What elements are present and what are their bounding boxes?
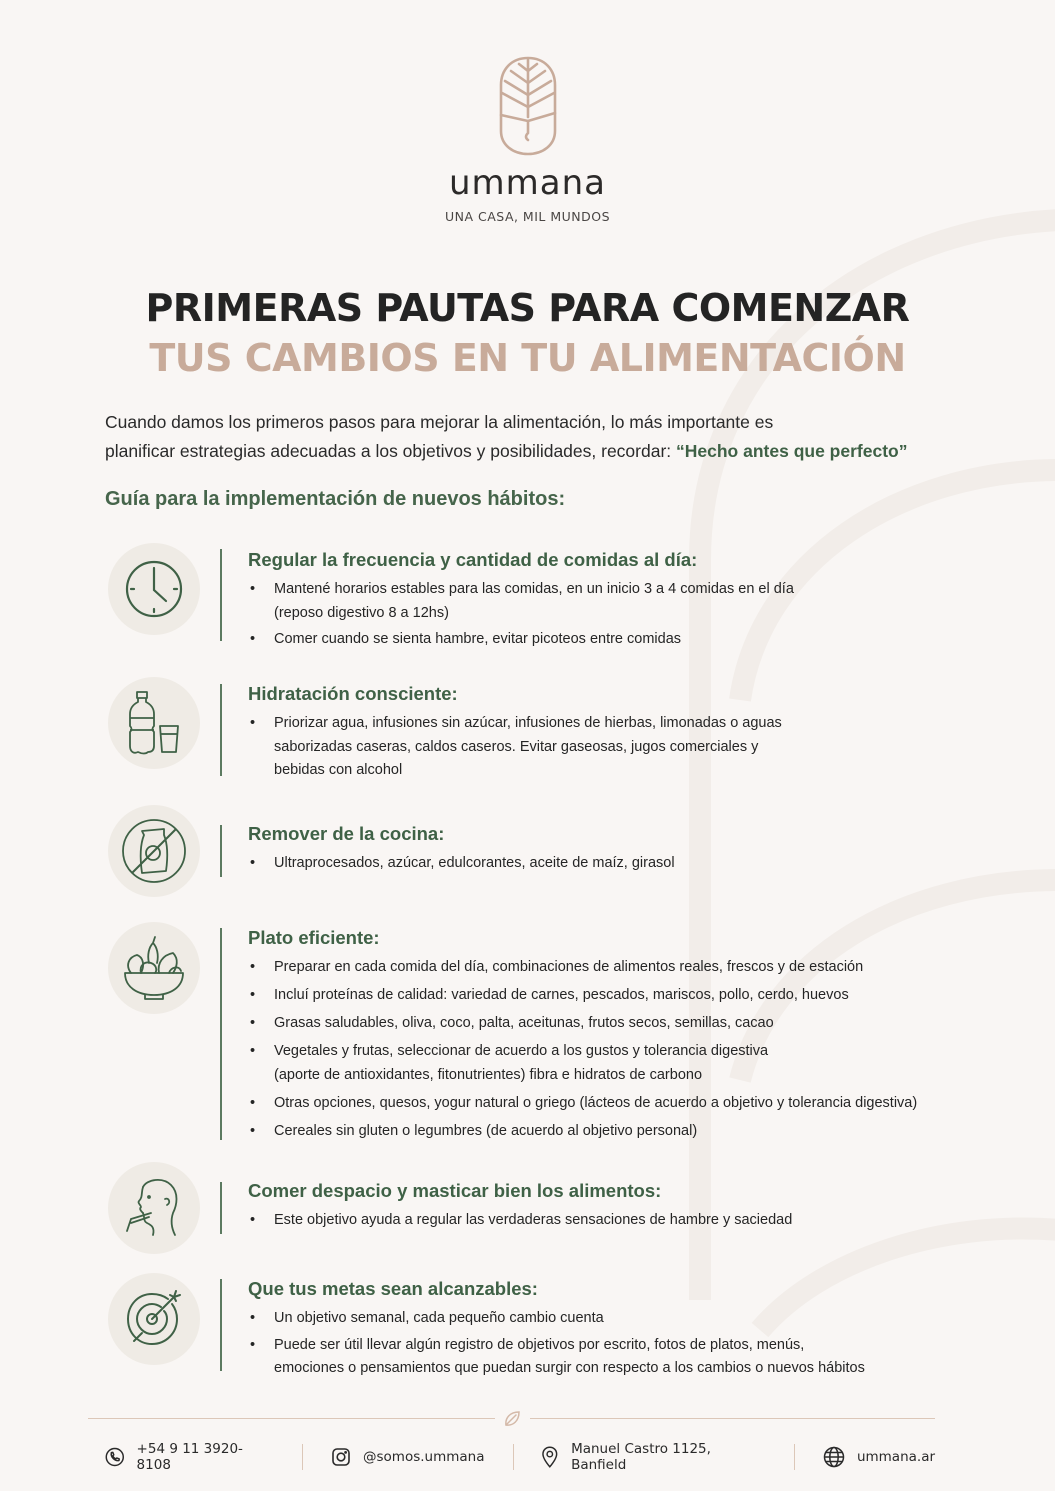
item-text: Preparar en cada comida del día, combinaciones de alimentos reales, frescos y de estación [274,959,864,975]
divider-line [220,549,222,641]
section-title: Hidratación consciente: [248,683,458,704]
list-item [248,1307,968,1331]
item-text: (reposo digestivo 8 a 12hs) [274,604,449,621]
section-title: Plato eficiente: [248,927,380,948]
item-text: Incluí proteínas de calidad: variedad de carnes, pescados, mariscos, pollo, cerdo, huevos [274,987,849,1003]
section-content [248,1179,968,1236]
item-text: Ultraprocesados, azúcar, edulcorantes, aceite de maíz, girasol [274,855,675,871]
guide-heading: Guía para la implementación de nuevos hábitos: [105,488,566,510]
footer-separator [794,1444,795,1470]
icon-circle [108,805,200,897]
intro-text2: planificar estrategias adecuadas a los objetivos y posibilidades, recordar: [105,441,677,461]
address-text: Manuel Castro 1125, Banfield [571,1441,711,1473]
item-text: Un objetivo semanal, cada pequeño cambio cuenta [274,1310,604,1326]
item-text: Grasas saludables, oliva, coco, palta, aceitunas, frutos secos, semillas, cacao [274,1015,774,1031]
divider-line [220,825,222,877]
item-text: Priorizar agua, infusiones sin azúcar, infusiones de hierbas, limonadas o aguas [274,715,782,731]
item-text: Mantené horarios estables para las comidas, en un inicio 3 a 4 comidas en el día [274,581,794,597]
section-content [248,682,968,786]
clock-icon [124,559,184,619]
section-title: Que tus metas sean alcanzables: [248,1278,538,1299]
intro-line1: Cuando damos los primeros pasos para mejorar la alimentación, lo más importante es [105,412,774,432]
bullet-list [248,1209,968,1233]
phone-icon [105,1447,125,1467]
item-text: bebidas con alcohol [274,762,403,778]
list-item [248,984,968,1008]
divider-line [220,684,222,776]
divider-line [220,928,222,1140]
footer-separator [302,1444,303,1470]
icon-circle [108,922,200,1014]
item-text: Este objetivo ayuda a regular las verdaderas sensaciones de hambre y saciedad [274,1212,793,1228]
location-pin-icon [541,1446,559,1468]
item-text: saborizadas caseras, caldos caseros. Evitar gaseosas, jugos comerciales y [274,738,759,755]
intro-paragraph [105,408,985,466]
bullet-list [248,1307,968,1381]
no-processed-food-icon [120,817,188,885]
section-content [248,548,968,655]
bullet-list [248,852,968,876]
logo [0,55,1055,224]
section-content [248,926,968,1146]
leaf-face-logo-icon [497,55,559,157]
contact-address[interactable] [541,1441,765,1473]
bullet-list [248,712,968,783]
instagram-text: @somos.ummana [363,1449,485,1465]
list-item [248,1040,968,1087]
list-item [248,628,968,652]
list-item [248,1012,968,1036]
bottle-glass-icon [124,690,184,756]
icon-circle [108,543,200,635]
chewing-face-icon [123,1175,185,1241]
footer-separator [513,1444,514,1470]
footer-divider-left [88,1418,495,1419]
section-title: Remover de la cocina: [248,823,445,844]
globe-icon [823,1446,845,1468]
item-text: Puede ser útil llevar algún registro de objetivos por escrito, fotos de platos, menús, [274,1336,805,1353]
section-title: Regular la frecuencia y cantidad de comidas al día: [248,549,698,570]
list-item [248,1092,968,1116]
phone-text: +54 9 11 3920-8108 [136,1441,243,1473]
brand-tagline: UNA CASA, MIL MUNDOS [444,209,611,224]
list-item [248,956,968,980]
page-title-line1: PRIMERAS PAUTAS PARA COMENZAR [145,286,910,330]
contact-website[interactable] [823,1446,935,1468]
list-item [248,852,968,876]
footer-divider-right [530,1418,935,1419]
divider-line [220,1182,222,1234]
list-item [248,712,968,783]
bullet-list [248,956,968,1143]
website-text: ummana.ar [856,1449,936,1465]
page-title-line2: TUS CAMBIOS EN TU ALIMENTACIÓN [149,336,906,380]
brand-name: ummana [448,163,606,203]
item-text: Cereales sin gluten o legumbres (de acuerdo al objetivo personal) [274,1122,698,1139]
list-item [248,1120,968,1144]
bullet-list [248,578,968,652]
section-content [248,1277,968,1384]
icon-circle [108,1162,200,1254]
intro-quote: “Hecho antes que perfecto” [676,441,908,461]
item-text: (aporte de antioxidantes, fitonutrientes) fibra e hidratos de carbono [274,1066,703,1083]
item-text: Vegetales y frutas, seleccionar de acuerdo a los gustos y tolerancia digestiva [274,1043,769,1059]
item-text: Comer cuando se sienta hambre, evitar picoteos entre comidas [274,631,682,647]
divider-line [220,1279,222,1371]
instagram-icon [331,1447,351,1467]
item-text: emociones o pensamientos que puedan surgir con respecto a los cambios o nuevos hábitos [274,1360,865,1376]
intro-line2 [105,437,985,466]
list-item [248,1334,968,1381]
contact-phone[interactable] [105,1441,274,1473]
section-title: Comer despacio y masticar bien los alimentos: [248,1180,662,1201]
salad-bowl-icon [121,935,187,1001]
contact-footer [105,1440,935,1474]
item-text: Otras opciones, quesos, yogur natural o griego (lácteos de acuerdo a objetivo y tolerancia digestiva) [274,1094,918,1111]
icon-circle [108,677,200,769]
section-content [248,822,968,879]
leaf-icon [503,1410,521,1428]
target-icon [124,1289,184,1349]
icon-circle [108,1273,200,1365]
contact-instagram[interactable] [331,1447,485,1467]
list-item [248,578,968,625]
list-item [248,1209,968,1233]
